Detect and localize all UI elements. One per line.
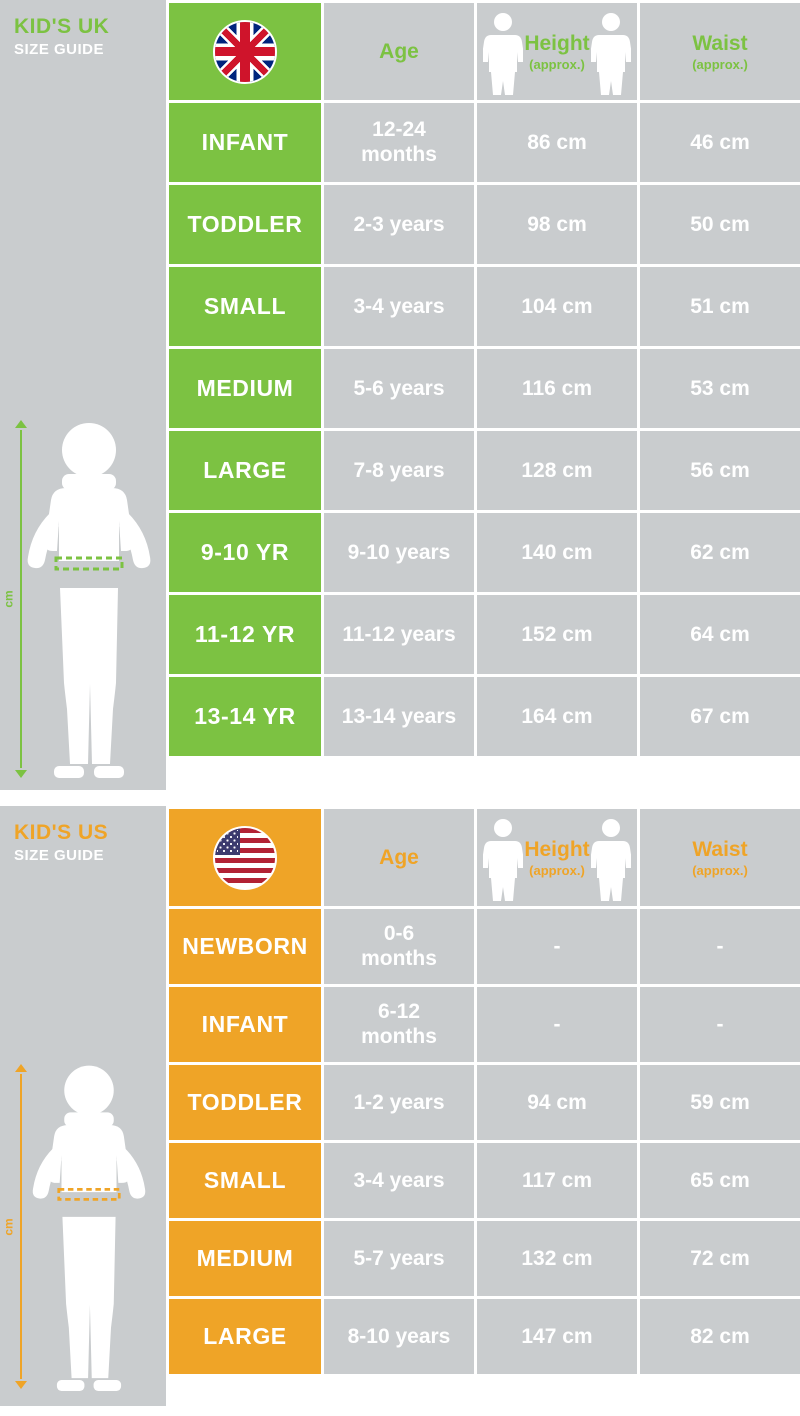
uk-row3-size: MEDIUM — [168, 348, 323, 430]
uk-row7-waist: 67 cm — [639, 676, 800, 758]
kid-silhouette-icon — [22, 1061, 156, 1391]
uk-header-height — [476, 2, 639, 102]
uk-row1-age: 2-3 years — [323, 184, 476, 266]
us-row0-height: - — [476, 908, 639, 986]
uk-row2-waist: 51 cm — [639, 266, 800, 348]
us-row5-waist: 82 cm — [639, 1298, 800, 1376]
us-row4-height: 132 cm — [476, 1220, 639, 1298]
uk-header-height-approx: (approx.) — [529, 56, 585, 72]
uk-flag-icon — [213, 20, 277, 84]
us-illustration-column — [0, 806, 166, 1406]
person-icon — [483, 11, 523, 95]
uk-row4-waist: 56 cm — [639, 430, 800, 512]
uk-row5-height: 140 cm — [476, 512, 639, 594]
table-row — [168, 1298, 800, 1376]
uk-row1-waist: 50 cm — [639, 184, 800, 266]
person-icon — [591, 11, 631, 95]
us-row0-age: 0-6 months — [323, 908, 476, 986]
guide-divider — [0, 790, 800, 798]
uk-row7-height: 164 cm — [476, 676, 639, 758]
uk-row7-size: 13-14 YR — [168, 676, 323, 758]
uk-header-age — [323, 2, 476, 102]
us-row0-size: NEWBORN — [168, 908, 323, 986]
uk-header-waist-approx: (approx.) — [692, 56, 748, 72]
table-row — [168, 986, 800, 1064]
table-row — [168, 184, 800, 266]
table-row — [168, 594, 800, 676]
us-size-table — [166, 806, 800, 1377]
uk-row3-height: 116 cm — [476, 348, 639, 430]
uk-header-age-label: Age — [379, 39, 419, 63]
us-size-guide — [0, 806, 800, 1406]
uk-row0-waist: 46 cm — [639, 102, 800, 184]
us-table-header-row — [168, 808, 800, 908]
table-row — [168, 102, 800, 184]
uk-header-height-label: Height (approx.) — [524, 31, 590, 72]
us-row5-height: 147 cm — [476, 1298, 639, 1376]
us-header-height-label: Height (approx.) — [524, 837, 590, 878]
uk-header-waist-label: Waist (approx.) — [692, 31, 748, 72]
uk-row2-size: SMALL — [168, 266, 323, 348]
us-brand-title: KID'S US — [14, 821, 109, 844]
us-flag-icon — [213, 826, 277, 890]
us-flag-cell — [168, 808, 323, 908]
uk-row0-age: 12-24 months — [323, 102, 476, 184]
table-row — [168, 430, 800, 512]
uk-size-table — [166, 0, 800, 759]
us-title-block — [0, 806, 166, 864]
us-row3-height: 117 cm — [476, 1142, 639, 1220]
uk-title-block — [0, 0, 166, 58]
us-axis-unit-label: cm — [1, 1217, 16, 1236]
uk-header-waist — [639, 2, 800, 102]
person-icon — [483, 817, 523, 901]
kid-silhouette-icon — [22, 418, 156, 778]
us-header-waist — [639, 808, 800, 908]
table-row — [168, 908, 800, 986]
us-row3-size: SMALL — [168, 1142, 323, 1220]
uk-brand-subtitle: SIZE GUIDE — [14, 41, 105, 59]
person-icon — [591, 817, 631, 901]
table-row — [168, 266, 800, 348]
us-row1-height: - — [476, 986, 639, 1064]
us-row1-waist: - — [639, 986, 800, 1064]
uk-illustration-column — [0, 0, 166, 790]
us-row4-size: MEDIUM — [168, 1220, 323, 1298]
us-row3-waist: 65 cm — [639, 1142, 800, 1220]
us-row3-age: 3-4 years — [323, 1142, 476, 1220]
us-header-height — [476, 808, 639, 908]
uk-row6-waist: 64 cm — [639, 594, 800, 676]
table-row — [168, 676, 800, 758]
us-row4-age: 5-7 years — [323, 1220, 476, 1298]
uk-brand-title: KID'S UK — [14, 15, 110, 38]
us-row5-size: LARGE — [168, 1298, 323, 1376]
uk-row0-size: INFANT — [168, 102, 323, 184]
us-brand-subtitle: SIZE GUIDE — [14, 847, 105, 865]
us-row2-age: 1-2 years — [323, 1064, 476, 1142]
us-header-waist-label: Waist (approx.) — [692, 837, 748, 878]
us-header-height-approx: (approx.) — [529, 862, 585, 878]
uk-table-header-row — [168, 2, 800, 102]
uk-row4-age: 7-8 years — [323, 430, 476, 512]
us-header-age — [323, 808, 476, 908]
us-row2-waist: 59 cm — [639, 1064, 800, 1142]
uk-row1-height: 98 cm — [476, 184, 639, 266]
uk-row6-age: 11-12 years — [323, 594, 476, 676]
uk-axis-unit-label: cm — [1, 590, 16, 608]
uk-row1-size: TODDLER — [168, 184, 323, 266]
us-row5-age: 8-10 years — [323, 1298, 476, 1376]
uk-row3-age: 5-6 years — [323, 348, 476, 430]
uk-row6-size: 11-12 YR — [168, 594, 323, 676]
uk-row5-waist: 62 cm — [639, 512, 800, 594]
uk-row6-height: 152 cm — [476, 594, 639, 676]
uk-flag-cell — [168, 2, 323, 102]
uk-row2-height: 104 cm — [476, 266, 639, 348]
uk-row4-size: LARGE — [168, 430, 323, 512]
uk-row4-height: 128 cm — [476, 430, 639, 512]
us-row1-size: INFANT — [168, 986, 323, 1064]
uk-row3-waist: 53 cm — [639, 348, 800, 430]
uk-row7-age: 13-14 years — [323, 676, 476, 758]
table-row — [168, 348, 800, 430]
us-row2-height: 94 cm — [476, 1064, 639, 1142]
us-row1-age: 6-12 months — [323, 986, 476, 1064]
us-header-age-label: Age — [379, 845, 419, 869]
us-row0-waist: - — [639, 908, 800, 986]
us-row4-waist: 72 cm — [639, 1220, 800, 1298]
table-row — [168, 1142, 800, 1220]
table-row — [168, 512, 800, 594]
table-row — [168, 1064, 800, 1142]
uk-row5-age: 9-10 years — [323, 512, 476, 594]
us-row2-size: TODDLER — [168, 1064, 323, 1142]
us-header-waist-approx: (approx.) — [692, 862, 748, 878]
uk-row5-size: 9-10 YR — [168, 512, 323, 594]
table-row — [168, 1220, 800, 1298]
uk-row0-height: 86 cm — [476, 102, 639, 184]
uk-row2-age: 3-4 years — [323, 266, 476, 348]
